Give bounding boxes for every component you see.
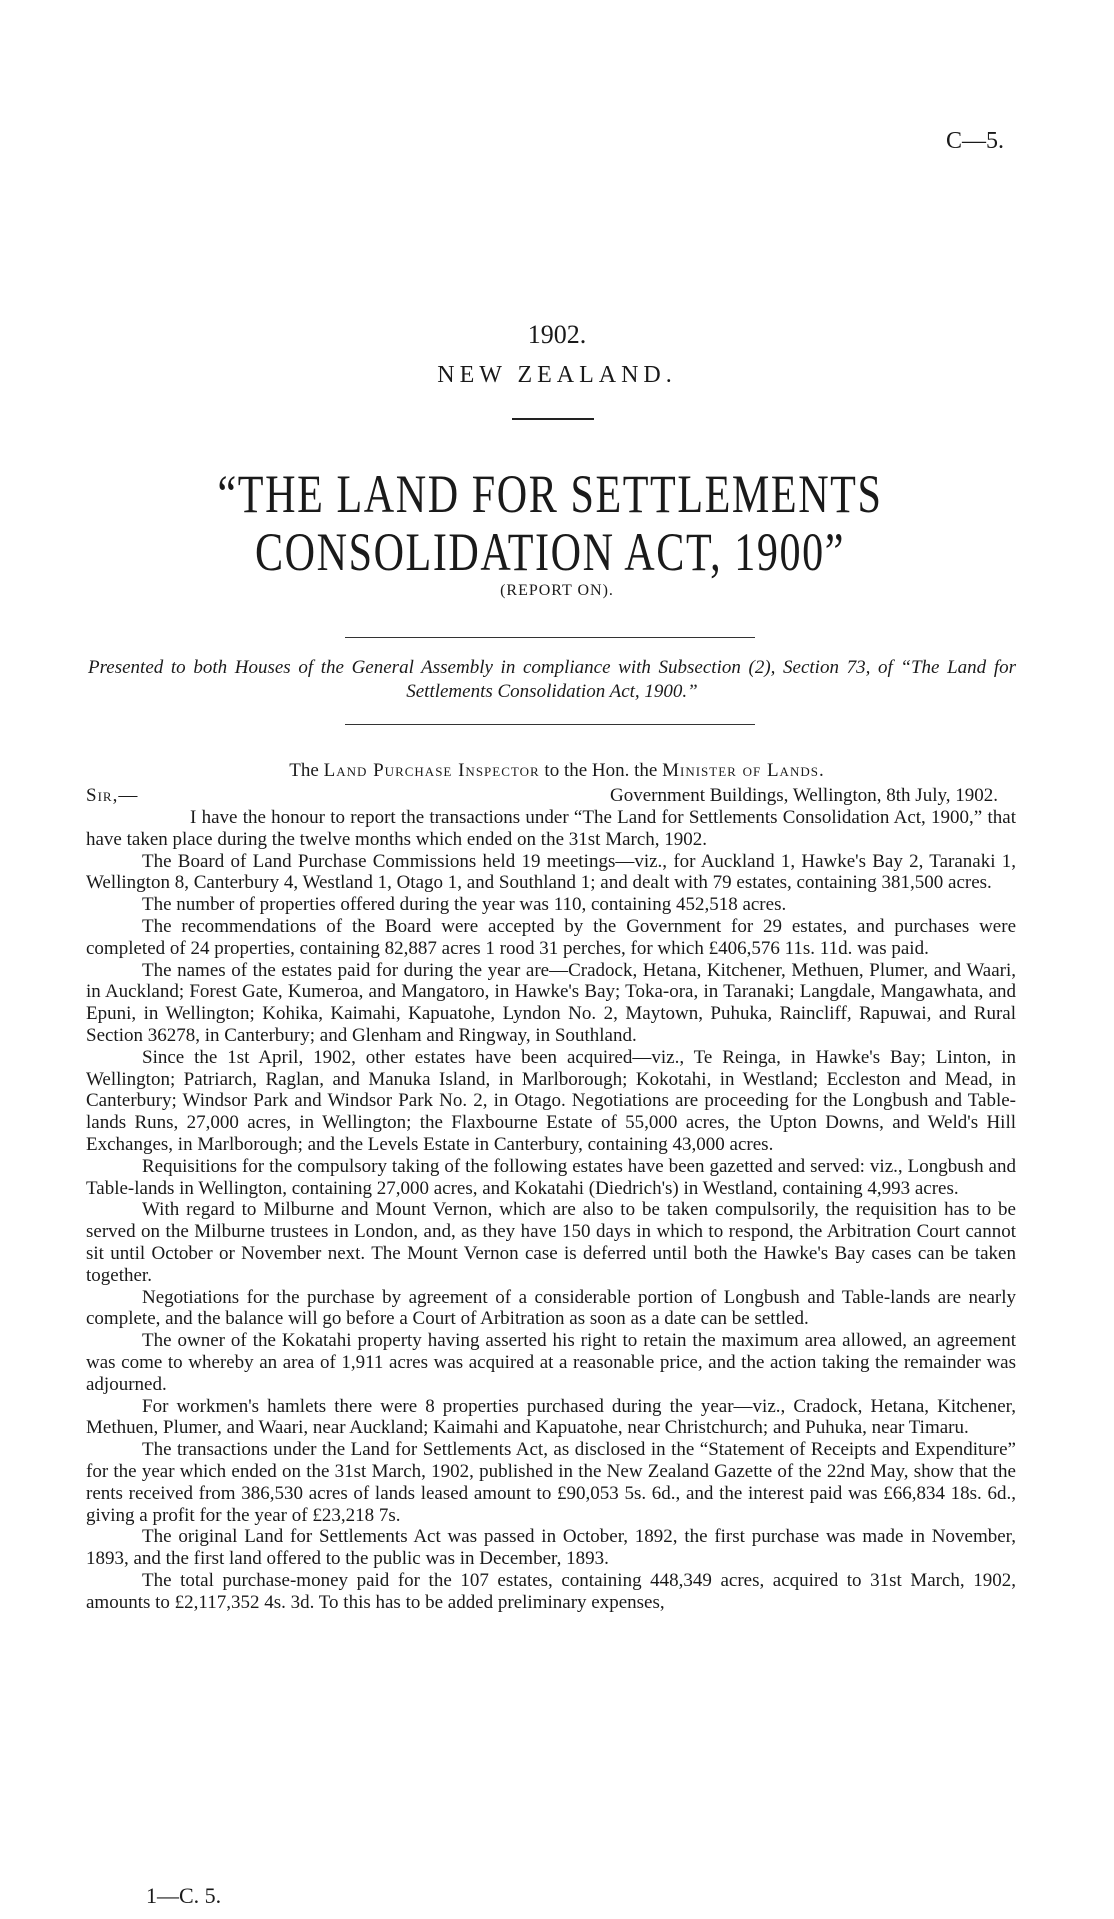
addressee-mid: to the Hon. the: [544, 760, 658, 781]
document-country: NEW ZEALAND.: [437, 362, 677, 388]
paragraph: Negotiations for the purchase by agreement of a considerable portion of Longbush and Table-lands are nearly complete, and the balance will go before a Court of Arbitration as soon as a date can be settled.: [86, 1286, 1016, 1330]
paragraph: The recommendations of the Board were accepted by the Government for 29 estates, and purchases were completed of 24 properties, containing 82,887 acres 1 rood 31 perches, for which £406,576 11s. 11d. was paid.: [86, 915, 1016, 959]
page-signature-mark: 1—C. 5.: [146, 1883, 222, 1908]
paragraph: The transactions under the Land for Settlements Act, as disclosed in the “Statement of Receipts and Expenditure” for the year which ended on the 31st March, 1902, published in the New Zealand Gazette of the 22nd May, show that the rents received from 386,530 acres of lands leased amount to £90,053 5s. 6d., and the interest paid was £66,834 18s. 6d., giving a profit for the year of £23,218 7s.: [86, 1439, 1016, 1526]
addressee-prefix: The: [289, 760, 319, 781]
divider-rule: [512, 418, 594, 420]
addressee-to: Minister of Lands.: [662, 760, 825, 781]
addressee-from: Land Purchase Inspector: [323, 760, 540, 781]
paragraph: Requisitions for the compulsory taking of the following estates have been gazetted and served: viz., Longbush and Table-lands in Wellington, containing 27,000 acres, and Kokatahi (Diedrich's) in Westland, containing 4,993 acres.: [86, 1155, 1016, 1199]
letter-body: [86, 807, 1016, 1613]
page-reference: C—5.: [945, 128, 1004, 154]
letter-addressee: [0, 760, 1114, 782]
paragraph: With regard to Milburne and Mount Vernon, which are also to be taken compulsorily, the requisition has to be served on the Milburne trustees in London, and, as they have 150 days in which to respond, the Arbitration Court cannot sit until October or November next. The Mount Vernon case is deferred until both the Hawke's Bay cases can be taken together.: [86, 1199, 1016, 1286]
document-subtitle: (REPORT ON).: [500, 582, 614, 599]
document-title: “THE LAND FOR SETTLEMENTS CONSOLIDATION ACT, 1900”: [217, 464, 883, 582]
paragraph: I have the honour to report the transactions under “The Land for Settlements Consolidation Act, 1900,” that have taken place during the twelve months which ended on the 31st March, 1902.: [86, 807, 1016, 850]
divider-rule: [345, 637, 755, 638]
paragraph: The total purchase-money paid for the 107 estates, containing 448,349 acres, acquired to 31st March, 1902, amounts to £2,117,352 4s. 3d. To this has to be added preliminary expenses,: [86, 1569, 1016, 1613]
paragraph: The names of the estates paid for during the year are—Cradock, Hetana, Kitchener, Methuen, Plumer, and Waari, in Auckland; Forest Gate, Kumeroa, and Mangatoro, in Hawke's Bay; Toka-ora, in Taranaki; Langdale, Mangawhata, and Epuni, in Wellington; Kohika, Kaimahi, Kapuatohe, Lyndon No. 2, Maytown, Puhuka, Raincliff, Rapuwai, and Rural Section 36278, in Canterbury; and Glenham and Ringway, in Southland.: [86, 959, 1016, 1046]
paragraph: Since the 1st April, 1902, other estates have been acquired—viz., Te Reinga, in Hawke's Bay; Linton, in Wellington; Patriarch, Raglan, and Manuka Island, in Marlborough; Kokotahi, in Westland; Eccleston and Mead, in Canterbury; Windsor Park and Windsor Park No. 2, in Otago. Negotiations are proceeding for the Longbush and Table-lands Runs, 27,000 acres, in Wellington; the Flaxbourne Estate of 55,000 acres, the Upton Downs, and Weld's Hill Exchanges, in Marlborough; and the Levels Estate in Canterbury, containing 43,000 acres.: [86, 1046, 1016, 1155]
salutation: Sir,—: [86, 785, 139, 806]
paragraph: The Board of Land Purchase Commissions held 19 meetings—viz., for Auckland 1, Hawke's Bay 2, Taranaki 1, Wellington 8, Canterbury 4, Westland 1, Otago 1, and Southland 1; and dealt with 79 estates, containing 381,500 acres.: [86, 850, 1016, 894]
paragraph: The number of properties offered during the year was 110, containing 452,518 acres.: [142, 894, 787, 916]
paragraph: The original Land for Settlements Act was passed in October, 1892, the first purchase was made in November, 1893, and the first land offered to the public was in December, 1893.: [86, 1526, 1016, 1570]
divider-rule: [345, 724, 755, 725]
paragraph: The owner of the Kokatahi property having asserted his right to retain the maximum area allowed, an agreement was come to whereby an area of 1,911 acres was acquired at a reasonable price, and the action taking the remainder was adjourned.: [86, 1330, 1016, 1395]
document-year: 1902.: [527, 320, 587, 349]
presentation-note: Presented to both Houses of the General Assembly in compliance with Subsection (2), Section 73, of “The Land for Settlements Consolidation Act, 1900.”: [88, 657, 1016, 702]
paragraph: For workmen's hamlets there were 8 properties purchased during the year—viz., Cradock, Hetana, Kitchener, Methuen, Plumer, and Waari, near Auckland; Kaimahi and Kapuatohe, near Christchurch; and Puhuka, near Timaru.: [86, 1395, 1016, 1439]
dateline: Government Buildings, Wellington, 8th July, 1902.: [610, 785, 998, 806]
